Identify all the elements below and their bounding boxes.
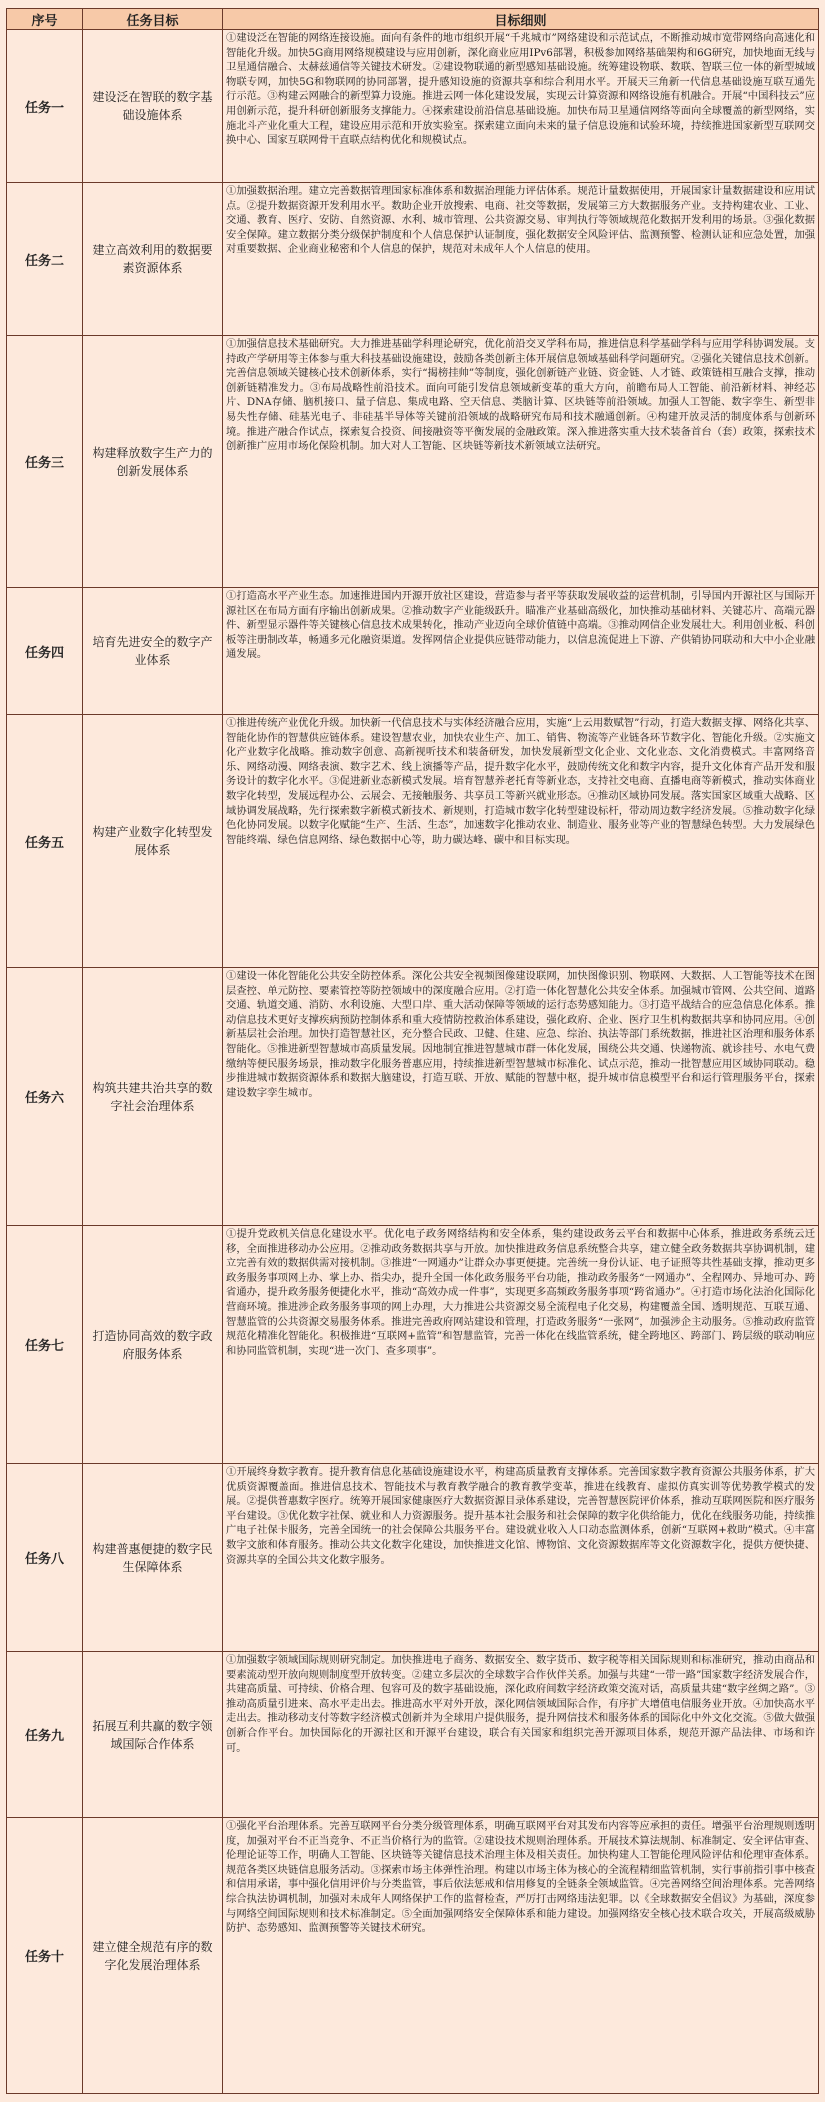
task-number: 任务九 <box>7 1652 83 1818</box>
task-detail: ①建设一体化智能化公共安全防控体系。深化公共安全视频图像建设联网，加快图像识别、物联网、大数据、人工智能等技术在图层查控、单元防控、要素管控等防控领域中的深度融合应用。②打造一体化智慧化公共安全体系。加强城市管网、公共空间、道路交通、轨道交通、消防、水利设施、大型口岸、重大活动保障等领域的运行态势感知能力。③打造平战结合的应急信息化体系。推动信息技术更好支撑疾病预防控制体系和重大疫情防控救治体系建设，强化政府、企业、医疗卫生机构数据共享和协同应用。④创新基层社会治理。加快打造智慧社区，充分整合民政、卫健、住建、应急、综治、执法等部门系统数据，推进社区治理和服务体系智能化。⑤推进新型智慧城市高质量发展。因地制宜推进智慧城市群一体化发展，围绕公共交通、快递物流、就诊挂号、水电气费缴纳等便民服务场景，推动数字化服务普惠应用，持续推进新型智慧城市标准化、试点示范，推动一批智慧应用区域协同联动。稳步推进城市数据资源体系和数据大脑建设，打造互联、开放、赋能的智慧中枢，提升城市信息模型平台和运行管理服务平台，探索建设数字孪生城市。 <box>226 970 815 1099</box>
task-detail: ①提升党政机关信息化建设水平。优化电子政务网络结构和安全体系，集约建设政务云平台和数据中心体系，推进政务系统云迁移，全面推进移动办公应用。②推动政务数据共享与开放。加快推进政务信息系统整合共享，建立健全政务数据共享协调机制，建立完善有效的数据供需对接机制。③推进“一网通办”让群众办事更便捷。完善统一身份认证、电子证照等共性基础支撑，推动更多政务服务事项网上办、掌上办、指尖办，提升全国一体化政务服务平台功能，推动政务服务“一网通办”、全程网办、异地可办、跨省通办，提升政务服务便捷化水平，推动“高效办成一件事”，实现更多高频政务服务事项“跨省通办”。④打造市场化法治化国际化营商环境。推进涉企政务服务事项的网上办理，大力推进公共资源交易全流程电子化交易，构建覆盖全国、透明规范、互联互通、智慧监管的公共资源交易服务体系。推进完善政府网站建设和管理，打造政务服务“一张网”，加强涉企主动服务。⑤推动政府监管规范化精准化智能化。积极推进“互联网+监管”和智慧监管，完善一体化在线监管系统，健全跨地区、跨部门、跨层级的联动响应和协同监管机制，实现“进一次门、查多项事”。 <box>226 1228 815 1357</box>
table-row <box>7 1818 819 2094</box>
table-row <box>7 1226 819 1464</box>
task-detail: ①加强信息技术基础研究。大力推进基础学科理论研究，优化前沿交叉学科布局，推进信息科学基础学科与应用学科协调发展。支持政产学研用等主体参与重大科技基础设施建设，鼓励各类创新主体开展信息领域基础科学问题研究。②强化关键信息技术创新。完善信息领域关键核心技术创新体系，实行“揭榜挂帅”等制度，强化创新链产业链、资金链、人才链、政策链相互融合支撑，推动创新链精准发力。③布局战略性前沿技术。面向可能引发信息领域新变革的重大方向，前瞻布局人工智能、前沿新材料、神经芯片、DNA存储、脑机接口、量子信息、集成电路、空天信息、类脑计算、区块链等前沿领域。加强人工智能、数字孪生、新型非易失性存储、硅基光电子、非硅基半导体等关键前沿领域的战略研究布局和技术融通创新。④构建开放灵活的制度体系与创新环境。推进产融合作试点，探索复合投资、间接融资等平衡发展的金融政策。深入推进落实重大技术装备首台（套）政策，探索技术创新推广应用市场化保险机制。加大对人工智能、区块链等新技术新领域立法研究。 <box>226 338 815 453</box>
header-detail: 目标细则 <box>223 9 819 30</box>
table-row <box>7 30 819 183</box>
task-number: 任务十 <box>7 1818 83 2094</box>
task-goal: 构建产业数字化转型发展体系 <box>83 715 223 968</box>
task-number: 任务一 <box>7 30 83 183</box>
table-header-row <box>7 9 819 30</box>
task-number: 任务八 <box>7 1464 83 1652</box>
task-goal: 构建普惠便捷的数字民生保障体系 <box>83 1464 223 1652</box>
table-row <box>7 1652 819 1818</box>
task-detail: ①加强数字领域国际规则研究制定。加快推进电子商务、数据安全、数字货币、数字税等相关国际规则和标准研究，推动由商品和要素流动型开放向规则制度型开放转变。②建立多层次的全球数字合作伙伴关系。加强与共建“一带一路”国家数字经济发展合作，共建高质量、可持续、价格合理、包容可及的数字基础设施，深化政府间数字经济政策交流对话，高质量共建“数字丝绸之路”。③推动高质量引进来、高水平走出去。推进高水平对外开放，深化网信领域国际合作，有序扩大增值电信服务业开放。④加快高水平走出去。推动移动支付等数字经济模式创新并为全球用户提供服务，提升网信技术和服务体系的国际化中外文化交流。⑤做大做强创新合作平台。加快国际化的开源社区和开源平台建设，联合有关国家和组织完善开源项目体系，规范开源产品法律、市场和许可。 <box>226 1654 815 1754</box>
task-goal: 构筑共建共治共享的数字社会治理体系 <box>83 968 223 1226</box>
task-number: 任务二 <box>7 183 83 336</box>
task-detail: ①开展终身数字教育。提升教育信息化基础设施建设水平，构建高质量教育支撑体系。完善国家数字教育资源公共服务体系，扩大优质资源覆盖面。推进信息技术、智能技术与教育教学融合的教育教学变革，推进在线教育、虚拟仿真实训等优势教学模式的发展。②提供普惠数字医疗。统筹开展国家健康医疗大数据资源目录体系建设，完善智慧医院评价体系，推动互联网医院和医疗服务平台建设。③优化数字社保、就业和人力资源服务。提升基本社会服务和社会保障的数字化供给能力，优化在线服务功能，持续推广电子社保卡服务，完善全国统一的社会保障公共服务平台。建设就业收入人口动态监测体系，创新“互联网+救助”模式。④丰富数字文旅和体育服务。推动公共文化数字化建设，加快推进文化馆、博物馆、文化资源数据库等文化资源数字化，提供方便快捷、资源共享的全国公共文化数字服务。 <box>226 1466 815 1566</box>
table-row <box>7 588 819 715</box>
task-number: 任务七 <box>7 1226 83 1464</box>
task-goal: 建立高效利用的数据要素资源体系 <box>83 183 223 336</box>
task-goal: 构建释放数字生产力的创新发展体系 <box>83 336 223 588</box>
task-detail: ①强化平台治理体系。完善互联网平台分类分级管理体系，明确互联网平台对其发布内容等应承担的责任。增强平台治理规则透明度，加强对平台不正当竞争、不正当价格行为的监管。②建设技术规则治理体系。开展技术算法规制、标准制定、安全评估审查、伦理论证等工作，明确人工智能、区块链等关键信息技术治理主体及相关责任。加快构建人工智能伦理风险评估和伦理审查体系。规范各类区块链信息服务活动。③探索市场主体弹性治理。构建以市场主体为核心的全流程精细监管机制，实行事前指引事中核查和信用承诺，事中强化信用评价与分类监管，事后依法惩戒和信用修复的全链条全领域监管。④完善网络空间治理体系。完善网络综合执法协调机制，加强对未成年人网络保护工作的监督检查，严厉打击网络违法犯罪。以《全球数据安全倡议》为基础，深度参与网络空间国际规则和技术标准制定。⑤全面加强网络安全保障体系和能力建设。加强网络安全核心技术联合攻关，开展高级威胁防护、态势感知、监测预警等关键技术研究。 <box>226 1820 815 1935</box>
task-detail: ①建设泛在智能的网络连接设施。面向有条件的地市组织开展“千兆城市”网络建设和示范试点，不断推动城市宽带网络向高速化和智能化升级。加快5G商用网络规模建设与应用创新，深化商业应用IPv6部署，积极参加网络基础架构和6G研究，加快地面无线与卫星通信融合、太赫兹通信等关键技术研发。②建设物联通的新型感知基础设施。统筹建设物联、数联、智联三位一体的新型城域物联专网，加快5G和物联网的协同部署，提升感知设施的资源共享和综合利用水平。开展天三角新一代信息基础设施互联互通先行示范。③构建云网融合的新型算力设施。推进云网一体化建设发展，实现云计算资源和网络设施有机融合。开展“中国科技云”应用创新示范，提升科研创新服务支撑能力。④探索建设前沿信息基础设施。加快布局卫星通信网络等面向全球覆盖的新型网络，实施北斗产业化重大工程，建设应用示范和开放实验室。探索建立面向未来的量子信息设施和试验环境，持续推进国家新型互联网交换中心、国家互联网骨干直联点结构优化和规模试点。 <box>226 32 815 147</box>
task-goal: 建立健全规范有序的数字化发展治理体系 <box>83 1818 223 2094</box>
table-row <box>7 336 819 588</box>
header-no: 序号 <box>7 9 83 30</box>
table-row <box>7 1464 819 1652</box>
table-row <box>7 715 819 968</box>
task-detail: ①打造高水平产业生态。加速推进国内开源开放社区建设，营造参与者平等获取发展收益的运营机制，引导国内开源社区与国际开源社区在布局方面有序输出创新成果。②推动数字产业能级跃升。瞄准产业基础高级化，加快推动基础材料、关键芯片、高端元器件、新型显示器件等关键核心信息技术成果转化，推动产业迈向全球价值链中高端。③推动网信企业发展壮大。利用创业板、科创板等注册制改革，畅通多元化融资渠道。发挥网信企业提供应链带动能力，以信息流促进上下游、产供销协同联动和大中小企业融通发展。 <box>226 590 815 661</box>
table-row <box>7 968 819 1226</box>
header-goal: 任务目标 <box>83 9 223 30</box>
task-detail: ①推进传统产业优化升级。加快新一代信息技术与实体经济融合应用，实施“上云用数赋智”行动，打造大数据支撑、网络化共享、智能化协作的智慧供应链体系。建设智慧农业，加快农业生产、加工、销售、物流等产业链各环节数字化、智能化升级。②实施文化产业数字化战略。推动数字创意、高新视听技术和装备研发，加快发展新型文化企业、文化业态、文化消费模式。丰富网络音乐、网络动漫、网络表演、数字艺术、线上演播等产品，提升数字化水平，鼓励传统文化和数字内容，提升文化体育产品开发和服务设计的数字化水平。③促进新业态新模式发展。培育智慧养老托育等新业态，支持社交电商、直播电商等新模式，推动实体商业数字化转型，发展远程办公、云展会、无接触服务、共享员工等新兴就业形态。④推动区域协同发展。落实国家区域重大战略、区域协调发展战略，先行探索数字新模式新技术、新规则，打造城市数字化转型建设标杆，带动周边数字经济发展。⑤推动数字化绿色化协同发展。以数字化赋能“生产、生活、生态”，加速数字化推动农业、制造业、服务业等产业的智慧绿色转型。大力发展绿色智能终端、绿色信息网络、绿色数据中心等，助力碳达峰、碳中和目标实现。 <box>226 717 815 846</box>
task-table <box>6 8 819 2094</box>
task-number: 任务三 <box>7 336 83 588</box>
task-goal: 培育先进安全的数字产业体系 <box>83 588 223 715</box>
task-number: 任务五 <box>7 715 83 968</box>
task-goal: 拓展互利共赢的数字领域国际合作体系 <box>83 1652 223 1818</box>
task-number: 任务四 <box>7 588 83 715</box>
task-number: 任务六 <box>7 968 83 1226</box>
table-row <box>7 183 819 336</box>
task-goal: 建设泛在智联的数字基础设施体系 <box>83 30 223 183</box>
task-goal: 打造协同高效的数字政府服务体系 <box>83 1226 223 1464</box>
task-detail: ①加强数据治理。建立完善数据管理国家标准体系和数据治理能力评估体系。规范计量数据使用，开展国家计量数据建设和应用试点。②提升数据资源开发利用水平。数助企业开放搜索、电商、社交等数据，发展第三方大数据服务产业。支持构建农业、工业、交通、教育、医疗、安防、自然资源、水利、城市管理、公共资源交易、审判执行等领域规范化数据开发利用的场景。③强化数据安全保障。建立数据分类分级保护制度和个人信息保护认证制度，强化数据安全风险评估、监测预警、检测认证和应急处置，加强对重要数据、企业商业秘密和个人信息的保护，规范对未成年人个人信息的使用。 <box>226 185 815 256</box>
